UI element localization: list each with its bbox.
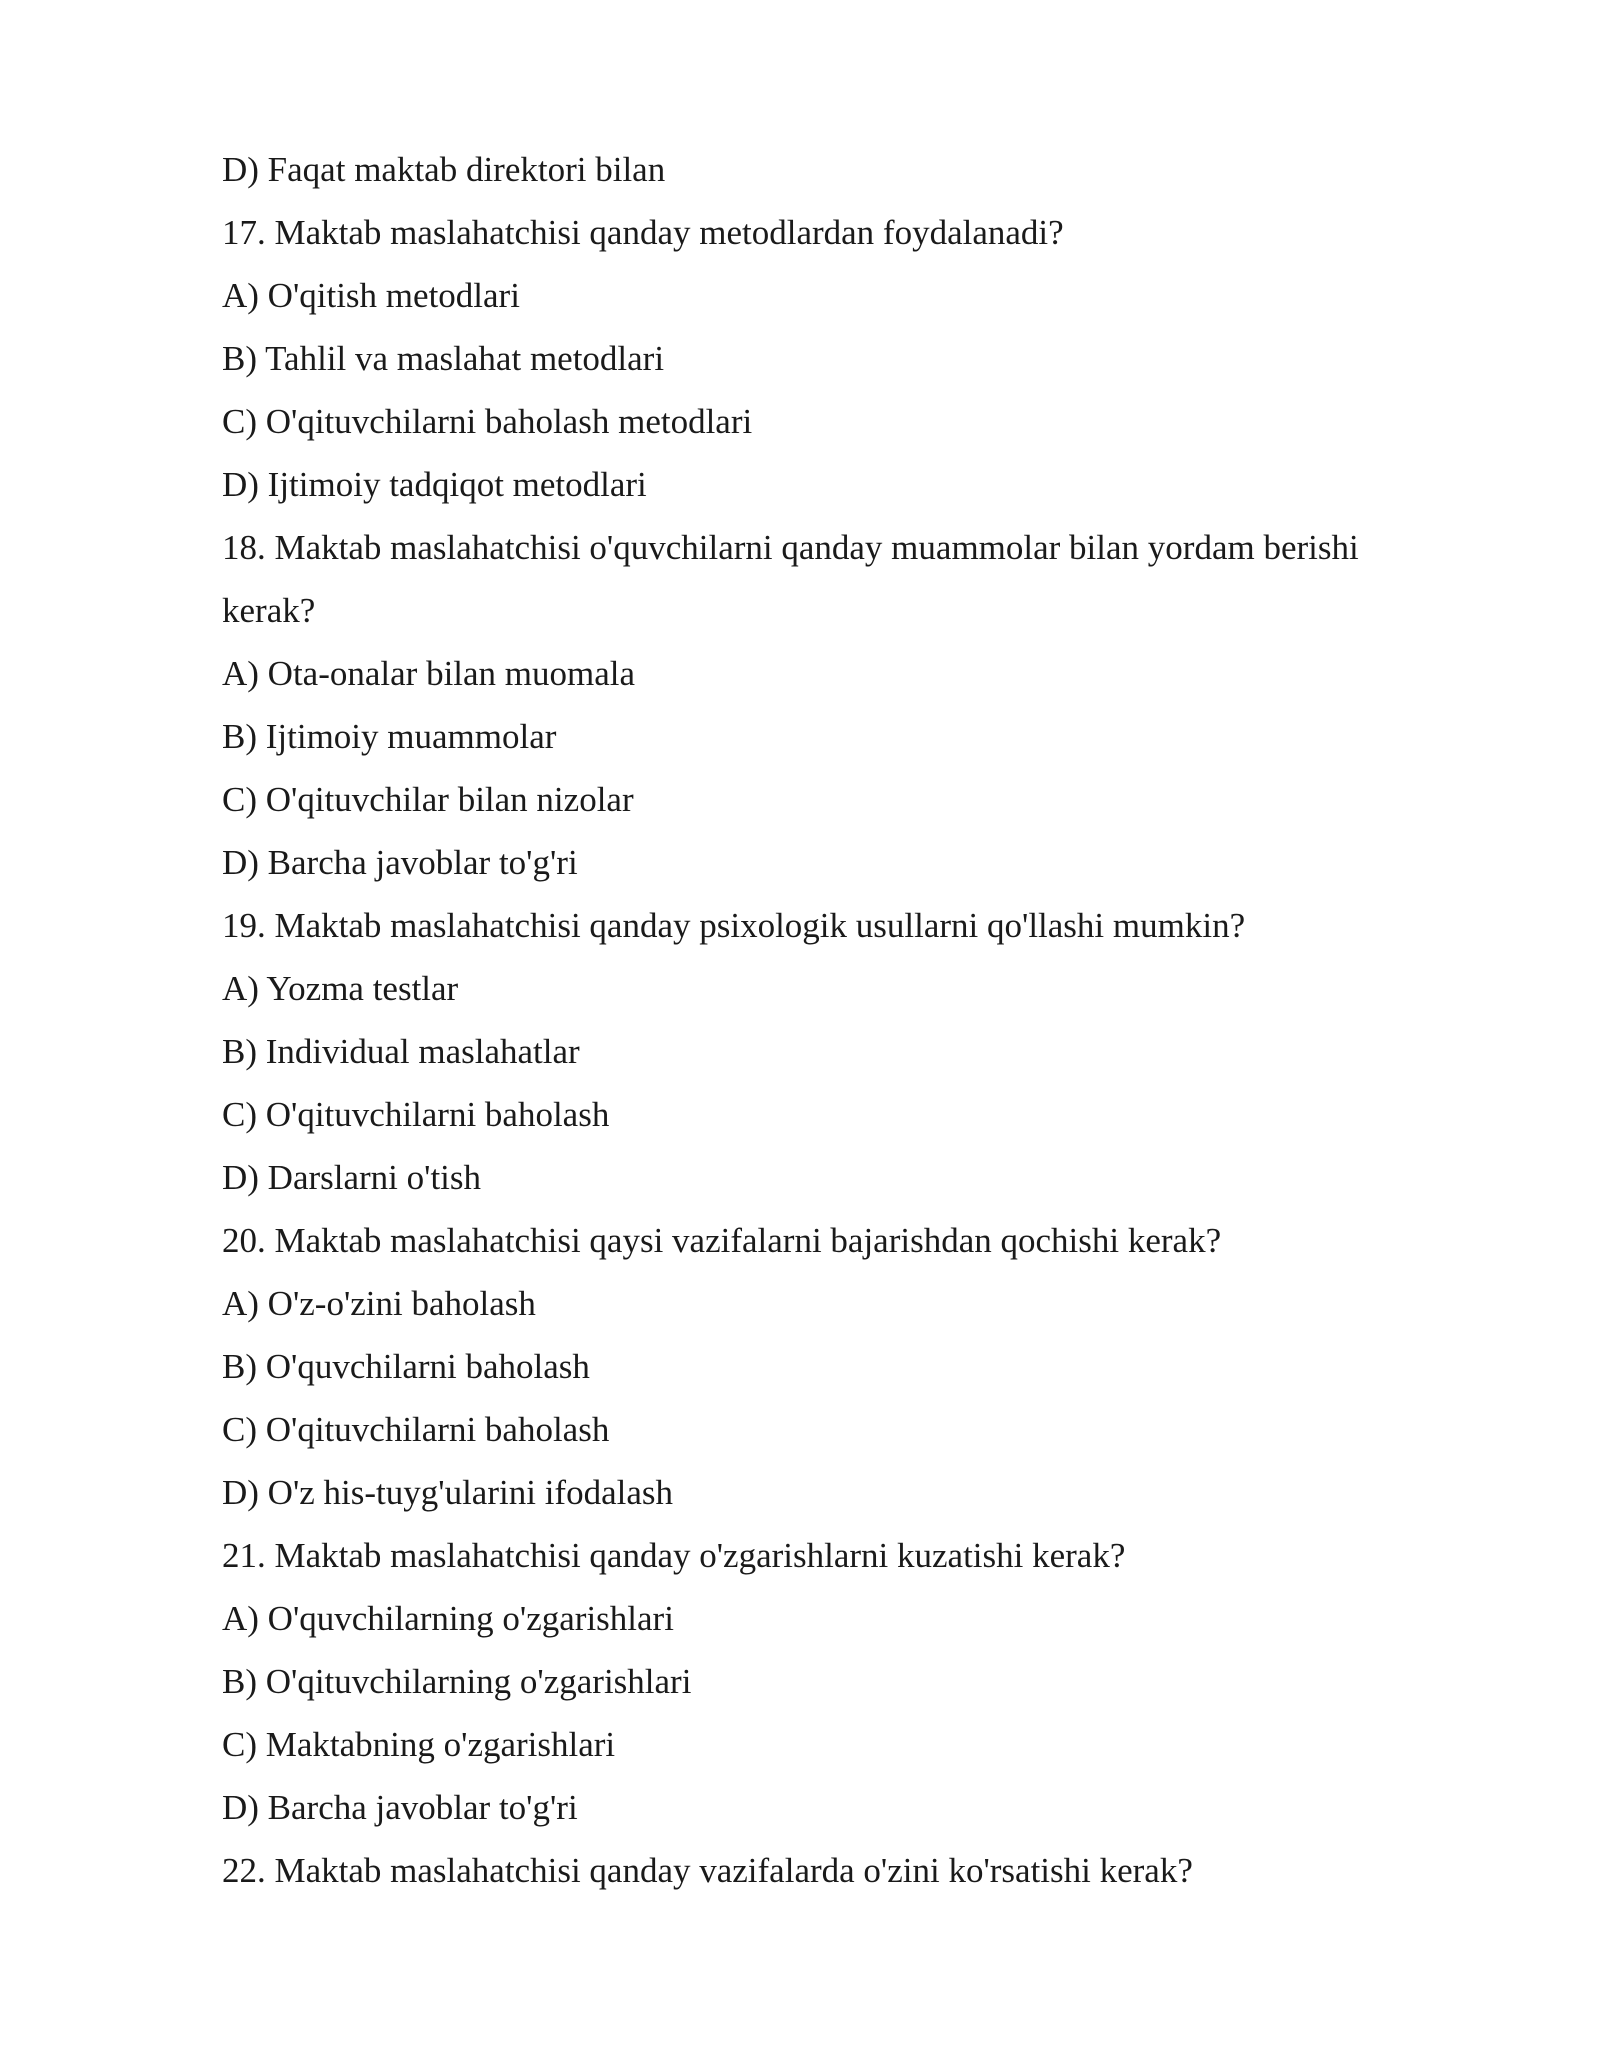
option-19-b: B) Individual maslahatlar xyxy=(222,1032,580,1071)
option-21-a: A) O'quvchilarning o'zgarishlari xyxy=(222,1599,674,1638)
option-20-c: C) O'qituvchilarni baholash xyxy=(222,1410,610,1449)
question-21: 21. Maktab maslahatchisi qanday o'zgarishlarni kuzatishi kerak? xyxy=(222,1536,1126,1575)
option-20-a: A) O'z-o'zini baholash xyxy=(222,1284,536,1323)
option-21-b: B) O'qituvchilarning o'zgarishlari xyxy=(222,1662,692,1701)
option-17-d: D) Ijtimoiy tadqiqot metodlari xyxy=(222,465,647,504)
option-18-c: C) O'qituvchilar bilan nizolar xyxy=(222,780,634,819)
question-18-continuation: kerak? xyxy=(222,591,316,630)
option-21-d: D) Barcha javoblar to'g'ri xyxy=(222,1788,578,1827)
option-20-b: B) O'quvchilarni baholash xyxy=(222,1347,590,1386)
question-22: 22. Maktab maslahatchisi qanday vazifalarda o'zini ko'rsatishi kerak? xyxy=(222,1851,1193,1890)
option-17-c: C) O'qituvchilarni baholash metodlari xyxy=(222,402,753,441)
option-21-c: C) Maktabning o'zgarishlari xyxy=(222,1725,616,1764)
question-17: 17. Maktab maslahatchisi qanday metodlardan foydalanadi? xyxy=(222,213,1064,252)
option-17-b: B) Tahlil va maslahat metodlari xyxy=(222,339,665,378)
option-18-b: B) Ijtimoiy muammolar xyxy=(222,717,557,756)
option-18-a: A) Ota-onalar bilan muomala xyxy=(222,654,636,693)
question-18: 18. Maktab maslahatchisi o'quvchilarni qanday muammolar bilan yordam berishi xyxy=(222,528,1359,567)
option-18-d: D) Barcha javoblar to'g'ri xyxy=(222,843,578,882)
option-17-a: A) O'qitish metodlari xyxy=(222,276,520,315)
option-19-a: A) Yozma testlar xyxy=(222,969,459,1008)
option-16-d: D) Faqat maktab direktori bilan xyxy=(222,150,666,189)
option-19-c: C) O'qituvchilarni baholash xyxy=(222,1095,610,1134)
question-19: 19. Maktab maslahatchisi qanday psixologik usullarni qo'llashi mumkin? xyxy=(222,906,1246,945)
option-19-d: D) Darslarni o'tish xyxy=(222,1158,482,1197)
option-20-d: D) O'z his-tuyg'ularini ifodalash xyxy=(222,1473,673,1512)
document-body xyxy=(222,138,1412,1902)
question-20: 20. Maktab maslahatchisi qaysi vazifalarni bajarishdan qochishi kerak? xyxy=(222,1221,1222,1260)
